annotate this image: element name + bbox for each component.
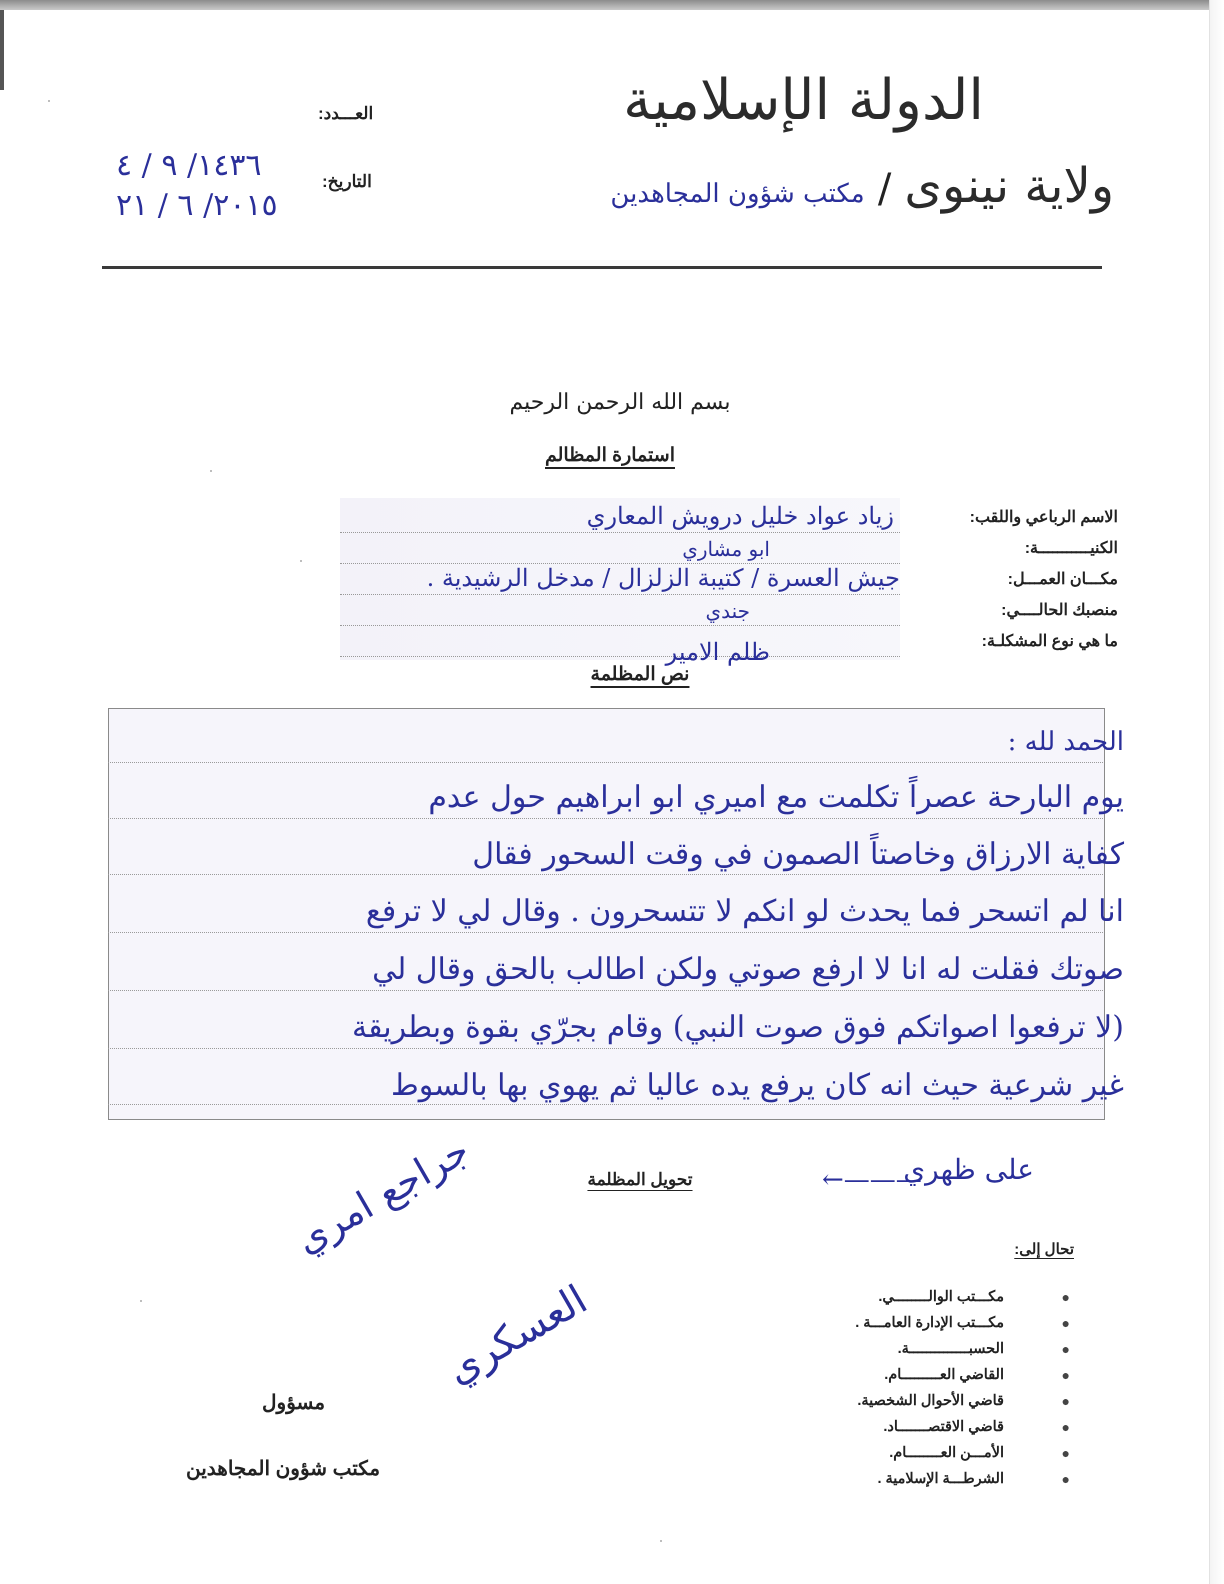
bullet-icon: ● bbox=[1061, 1445, 1070, 1461]
field-nickname bbox=[340, 533, 900, 564]
field-label-problem-type: ما هي نوع المشكلـة: bbox=[981, 633, 1118, 650]
complaint-line-8: على ظهري bbox=[903, 1153, 1034, 1186]
form-title: استمارة المظالم bbox=[545, 445, 675, 466]
field-value-full-name: زياد عواد خليل درويش المعاري bbox=[586, 502, 894, 530]
date-gregorian: ٢٠١٥/ ٦ / ٢١ bbox=[116, 188, 278, 223]
field-label-nickname: الكنيـــــــــــة: bbox=[1024, 540, 1118, 557]
field-labels bbox=[918, 502, 1118, 657]
field-full-name bbox=[340, 502, 900, 533]
transfer-title: تحويل المظلمة bbox=[587, 1170, 693, 1189]
ruled-line bbox=[108, 990, 1103, 991]
basmala: بسم الله الرحمن الرحيم bbox=[509, 390, 731, 415]
destination-general-security bbox=[754, 1440, 1070, 1466]
complaint-line-7: غير شرعية حيث انه كان يرفع يده عاليا ثم يهوي بها بالسوط bbox=[390, 1068, 1124, 1103]
complaint-line-3: كفاية الارزاق وخاصتاً الصمون في وقت السحور فقال bbox=[472, 837, 1124, 872]
date-label: التاريخ: bbox=[322, 172, 372, 191]
complaint-line-5: صوتك فقلت له انا لا ارفع صوتي ولكن اطالب بالحق وقال لي bbox=[372, 952, 1124, 987]
bullet-icon: ● bbox=[1061, 1315, 1070, 1331]
destination-label: الشرطـــة الإسلامية . bbox=[877, 1471, 1004, 1487]
destination-economic-judge bbox=[754, 1414, 1070, 1440]
destination-general-judge bbox=[754, 1362, 1070, 1388]
complaint-line-2: يوم البارحة عصراً تكلمت مع اميري ابو ابراهيم حول عدم bbox=[428, 780, 1124, 815]
arrow-left-icon: ←——— bbox=[822, 1165, 922, 1195]
bullet-icon: ● bbox=[1061, 1393, 1070, 1409]
destination-personal-status-judge bbox=[754, 1388, 1070, 1414]
office-signature: مكتب شؤون المجاهدين bbox=[186, 1458, 381, 1480]
destination-label: مكـــتب الوالــــــــي. bbox=[878, 1289, 1004, 1305]
field-label-full-name: الاسم الرباعي واللقب: bbox=[969, 509, 1118, 526]
scan-speck bbox=[140, 1300, 142, 1302]
bullet-icon: ● bbox=[1061, 1471, 1070, 1487]
handwritten-referral-note: جراجع امري bbox=[288, 1127, 477, 1263]
province-office-line bbox=[494, 158, 1114, 214]
bullet-icon: ● bbox=[1061, 1289, 1070, 1305]
scan-speck bbox=[300, 560, 302, 562]
bullet-icon: ● bbox=[1061, 1419, 1070, 1435]
destination-label: الحسبــــــــــــــة. bbox=[897, 1341, 1004, 1357]
field-value-workplace: جيش العسرة / كتيبة الزلزال / مدخل الرشيدية . bbox=[426, 564, 900, 592]
field-position bbox=[340, 595, 900, 626]
complaint-line-4: انا لم اتسحر فما يحدث لو انكم لا تتسحرون . وقال لي لا ترفع bbox=[365, 894, 1124, 929]
destination-governor-office bbox=[754, 1284, 1070, 1310]
ruled-line bbox=[108, 932, 1103, 933]
field-value-position: جندي bbox=[705, 599, 750, 623]
province-name: ولاية نينوى bbox=[904, 158, 1114, 214]
scan-speck bbox=[48, 100, 50, 102]
field-workplace bbox=[340, 564, 900, 595]
complaint-line-1: الحمد لله : bbox=[1007, 727, 1124, 757]
separator: / bbox=[877, 166, 892, 212]
transfer-to-label: تحال إلى: bbox=[1014, 1241, 1074, 1258]
ruled-line bbox=[108, 762, 1103, 763]
complaint-title: نص المظلمة bbox=[590, 664, 690, 685]
destination-islamic-police bbox=[754, 1466, 1070, 1492]
complaint-line-6: (لا ترفعوا اصواتكم فوق صوت النبي) وقام بجرّي بقوة وبطريقة bbox=[352, 1010, 1124, 1045]
handwritten-referral-note-2: العسكري bbox=[438, 1276, 595, 1394]
destination-label: الأمـــن العــــــــام. bbox=[889, 1445, 1004, 1461]
official-title: مسؤول bbox=[262, 1392, 326, 1414]
scan-edge-left bbox=[0, 10, 4, 90]
office-name-handwritten: مكتب شؤون المجاهدين bbox=[610, 179, 865, 209]
field-label-position: منصبك الحالــــي: bbox=[1001, 602, 1118, 619]
state-title: الدولة الإسلامية bbox=[623, 68, 984, 133]
header-divider bbox=[102, 266, 1102, 269]
field-problem-type bbox=[340, 626, 900, 666]
ruled-line bbox=[108, 818, 1103, 819]
scan-edge-right bbox=[1209, 0, 1224, 1584]
bullet-icon: ● bbox=[1061, 1341, 1070, 1357]
destination-hisba bbox=[754, 1336, 1070, 1362]
date-hijri: ١٤٣٦/ ٩ / ٤ bbox=[116, 148, 262, 183]
document-number-label: العـــدد: bbox=[318, 104, 374, 123]
scan-speck bbox=[210, 470, 212, 472]
field-label-workplace: مكـــان العمـــل: bbox=[1007, 571, 1118, 588]
destination-label: قاضي الاقتصـــــــاد. bbox=[883, 1419, 1004, 1435]
destination-list bbox=[754, 1284, 1070, 1492]
destination-label: مكـــتب الإدارة العامـــة . bbox=[855, 1315, 1004, 1331]
destination-label: القاضي العـــــــــام. bbox=[884, 1367, 1004, 1383]
destination-general-admin bbox=[754, 1310, 1070, 1336]
ruled-line bbox=[108, 1048, 1103, 1049]
scan-speck bbox=[660, 1540, 662, 1542]
destination-label: قاضي الأحوال الشخصية. bbox=[857, 1393, 1004, 1409]
field-value-problem-type: ظلم الامير bbox=[665, 638, 770, 666]
field-value-nickname: ابو مشاري bbox=[682, 537, 770, 561]
bullet-icon: ● bbox=[1061, 1367, 1070, 1383]
scan-edge-top bbox=[0, 0, 1224, 10]
